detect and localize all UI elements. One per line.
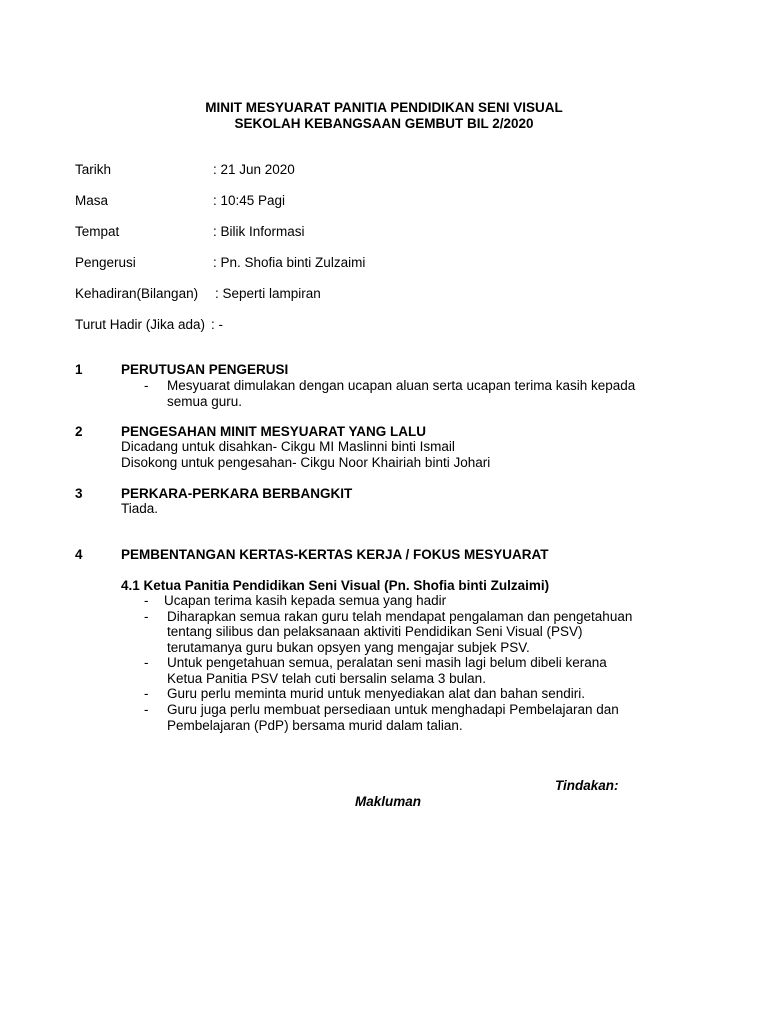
section-number: 1 (75, 362, 83, 377)
bullet-dash: - (144, 378, 149, 393)
bullet-dash: - (144, 686, 149, 701)
section-number: 3 (75, 486, 83, 501)
detail-value-tempat: : Bilik Informasi (213, 224, 305, 239)
bullet-dash: - (144, 702, 149, 717)
bullet-text: tentang silibus dan pelaksanaan aktiviti Pendidikan Seni Visual (PSV) (167, 624, 583, 639)
bullet-text: semua guru. (167, 394, 243, 409)
bullet-text: Diharapkan semua rakan guru telah mendapat pengalaman dan pengetahuan (167, 609, 633, 624)
detail-value-turut-hadir: : - (211, 317, 223, 332)
section-text: Tiada. (121, 501, 159, 516)
bullet-text: Mesyuarat dimulakan dengan ucapan aluan serta ucapan terima kasih kepada (167, 378, 636, 393)
section-text: Disokong untuk pengesahan- Cikgu Noor Khairiah binti Johari (121, 455, 491, 470)
detail-label-turut-hadir: Turut Hadir (Jika ada) (75, 317, 206, 332)
detail-value-masa: : 10:45 Pagi (213, 193, 286, 208)
document-title-line-2: SEKOLAH KEBANGSAAN GEMBUT BIL 2/2020 (234, 116, 534, 131)
bullet-dash: - (144, 655, 149, 670)
section-text: Dicadang untuk disahkan- Cikgu MI Maslinni binti Ismail (121, 439, 455, 454)
bullet-text: Untuk pengetahuan semua, peralatan seni masih lagi belum dibeli kerana (167, 655, 607, 670)
detail-label-pengerusi: Pengerusi (75, 255, 136, 270)
section-heading: PERUTUSAN PENGERUSI (121, 362, 289, 377)
detail-label-kehadiran: Kehadiran(Bilangan) (75, 286, 199, 301)
detail-label-tarikh: Tarikh (75, 162, 112, 177)
bullet-dash: - (144, 593, 149, 608)
bullet-dash: - (144, 609, 149, 624)
section-number: 2 (75, 424, 83, 439)
bullet-text: Ketua Panitia PSV telah cuti bersalin selama 3 bulan. (167, 671, 486, 686)
section-number: 4 (75, 547, 83, 562)
section-heading: PEMBENTANGAN KERTAS-KERTAS KERJA / FOKUS MESYUARAT (121, 547, 549, 562)
subsection-heading: 4.1 Ketua Panitia Pendidikan Seni Visual (Pn. Shofia binti Zulzaimi) (121, 578, 550, 593)
detail-label-tempat: Tempat (75, 224, 120, 239)
bullet-text: terutamanya guru bukan opsyen yang mengajar subjek PSV. (167, 640, 530, 655)
detail-value-kehadiran: : Seperti lampiran (215, 286, 321, 301)
detail-value-pengerusi: : Pn. Shofia binti Zulzaimi (213, 255, 366, 270)
action-value: Makluman (355, 794, 422, 809)
bullet-text: Pembelajaran (PdP) bersama murid dalam talian. (167, 718, 463, 733)
bullet-text: Guru juga perlu membuat persediaan untuk menghadapi Pembelajaran dan (167, 702, 619, 717)
bullet-text: Guru perlu meminta murid untuk menyediakan alat dan bahan sendiri. (167, 686, 585, 701)
section-heading: PERKARA-PERKARA BERBANGKIT (121, 486, 353, 501)
detail-value-tarikh: : 21 Jun 2020 (213, 162, 295, 177)
action-label: Tindakan: (555, 778, 619, 793)
document-title-line-1: MINIT MESYUARAT PANITIA PENDIDIKAN SENI VISUAL (205, 100, 563, 115)
bullet-text: Ucapan terima kasih kepada semua yang hadir (164, 593, 447, 608)
section-heading: PENGESAHAN MINIT MESYUARAT YANG LALU (121, 424, 427, 439)
detail-label-masa: Masa (75, 193, 109, 208)
